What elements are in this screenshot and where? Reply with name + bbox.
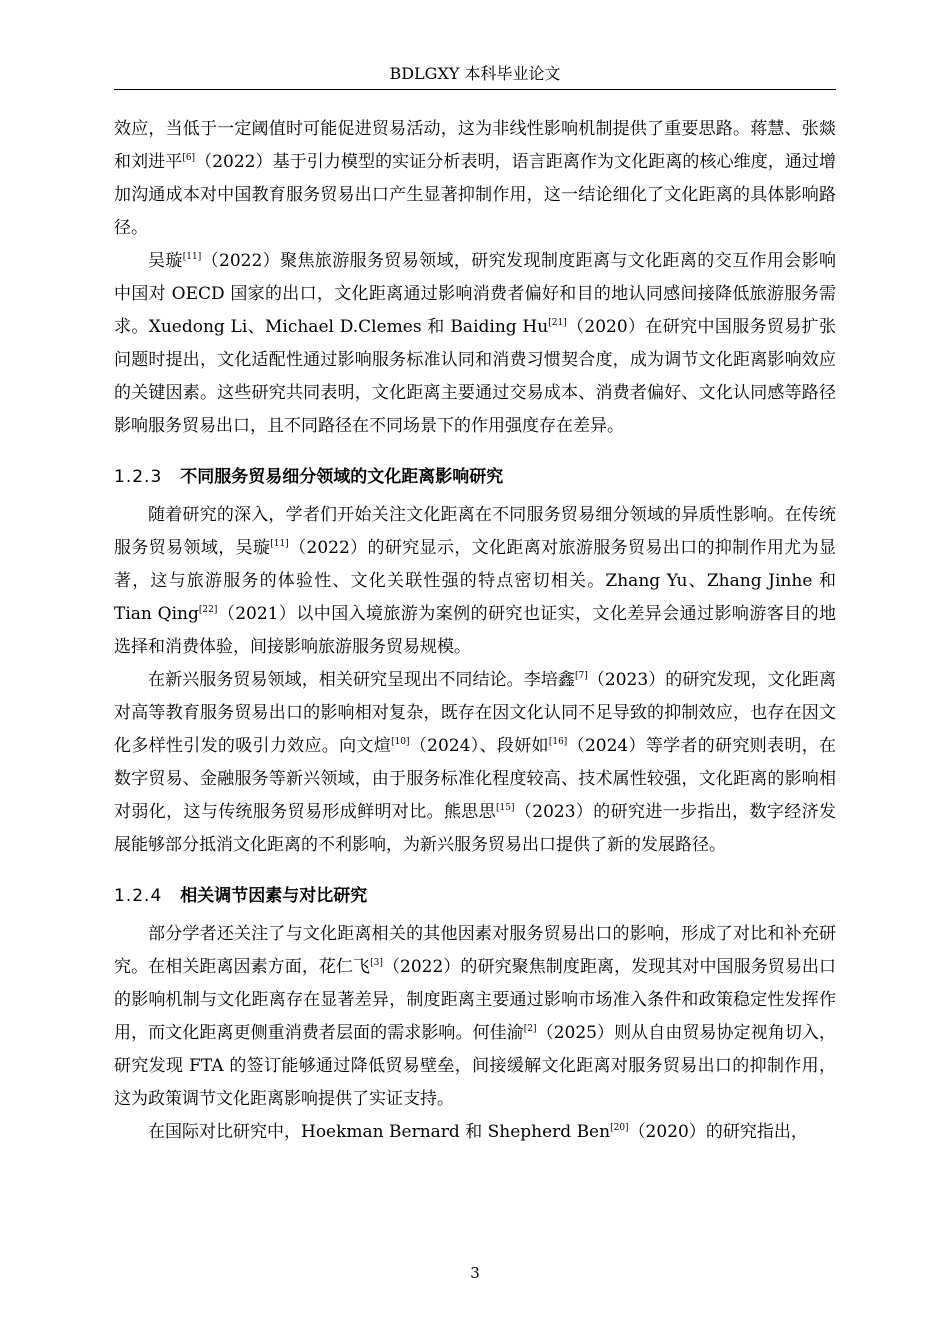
page-body	[114, 113, 836, 1149]
paragraph-group-b	[114, 499, 836, 862]
text-run: 在国际对比研究中，Hoekman Bernard 和 Shepherd Ben	[148, 1122, 611, 1142]
text-run: （2024）等学者的研究则表明，在数字贸易、金融服务等新兴领域，由于服务标准化程度较高、技术属性较强，文化距离的影响相对弱化，这与传统服务贸易形成鲜明对比。熊思思	[114, 736, 837, 822]
header-rule	[114, 89, 836, 90]
text-run: （2022）的研究聚焦制度距离，发现其对中国服务贸易出口的影响机制与文化距离存在显著差异，制度距离主要通过影响市场准入条件和政策稳定性发挥作用，而文化距离更侧重消费者层面的需求影响。何佳渝	[114, 957, 837, 1043]
body-paragraph	[114, 664, 836, 862]
body-paragraph	[114, 918, 836, 1116]
text-run: （2020）在研究中国服务贸易扩张问题时提出，文化适配性通过影响服务标准认同和消费习惯契合度，成为调节文化距离影响效应的关键因素。这些研究共同表明，文化距离主要通过交易成本、消费者偏好、文化认同感等路径影响服务贸易出口，且不同路径在不同场景下的作用强度存在差异。	[114, 317, 837, 436]
citation-ref: [2]	[523, 1024, 537, 1034]
section-heading-1-2-4	[114, 884, 836, 908]
section-number: 1.2.4	[114, 886, 163, 906]
body-paragraph	[114, 113, 836, 245]
citation-ref: [15]	[496, 803, 515, 813]
text-run: 在新兴服务贸易领域，相关研究呈现出不同结论。李培鑫	[148, 670, 575, 690]
paragraph-group-a	[114, 113, 836, 443]
text-run: （2020）的研究指出，	[628, 1122, 808, 1142]
body-paragraph	[114, 499, 836, 664]
citation-ref: [11]	[182, 252, 202, 262]
text-run: （2023）的研究进一步指出，数字经济发展能够部分抵消文化距离的不利影响，为新兴服务贸易出口提供了新的发展路径。	[114, 802, 837, 855]
text-run: （2023）的研究发现，文化距离对高等教育服务贸易出口的影响相对复杂，既存在因文化认同不足导致的抑制效应，也存在因文化多样性引发的吸引力效应。向文煊	[114, 670, 837, 756]
citation-ref: [21]	[548, 318, 567, 328]
body-paragraph	[114, 245, 836, 443]
text-run: （2024）、段妍如	[409, 736, 549, 756]
text-run: （2021）以中国入境旅游为案例的研究也证实，文化差异会通过影响游客目的地选择和消费体验，间接影响旅游服务贸易规模。	[114, 604, 837, 657]
citation-ref: [7]	[574, 671, 588, 681]
citation-ref: [3]	[370, 958, 383, 968]
citation-ref: [20]	[610, 1123, 629, 1133]
text-run: 部分学者还关注了与文化距离相关的其他因素对服务贸易出口的影响，形成了对比和补充研究。在相关距离因素方面，花仁飞	[114, 924, 836, 977]
text-run: 随着研究的深入，学者们开始关注文化距离在不同服务贸易细分领域的异质性影响。在传统服务贸易领域，吴璇	[114, 505, 836, 558]
citation-ref: [22]	[198, 605, 218, 615]
text-run: （2022）聚焦旅游服务贸易领域，研究发现制度距离与文化距离的交互作用会影响中国对 OECD 国家的出口，文化距离通过影响消费者偏好和目的地认同感间接降低旅游服务需求。Xuedong Li、Michael D.Clemes 和 Baiding Hu	[114, 251, 837, 337]
page-number: 3	[470, 1264, 480, 1282]
section-title: 不同服务贸易细分领域的文化距离影响研究	[180, 467, 504, 487]
page-header: BDLGXY 本科毕业论文	[389, 64, 561, 83]
body-paragraph	[114, 1116, 836, 1149]
citation-ref: [6]	[182, 153, 196, 163]
paragraph-group-c	[114, 918, 836, 1149]
text-run: （2022）基于引力模型的实证分析表明，语言距离作为文化距离的核心维度，通过增加沟通成本对中国教育服务贸易出口产生显著抑制作用，这一结论细化了文化距离的具体影响路径。	[114, 152, 837, 238]
text-run: （2025）则从自由贸易协定视角切入，研究发现 FTA 的签订能够通过降低贸易壁垒，间接缓解文化距离对服务贸易出口的抑制作用，这为政策调节文化距离影响提供了实证支持。	[114, 1023, 837, 1109]
citation-ref: [10]	[391, 737, 410, 747]
section-number: 1.2.3	[114, 467, 163, 487]
section-heading-1-2-3	[114, 465, 836, 489]
section-title: 相关调节因素与对比研究	[180, 886, 368, 906]
citation-ref: [16]	[548, 737, 568, 747]
text-run: 效应，当低于一定阈值时可能促进贸易活动，这为非线性影响机制提供了重要思路。蒋慧、张燚和刘进平	[114, 119, 836, 172]
text-run: （2022）的研究显示，文化距离对旅游服务贸易出口的抑制作用尤为显著，这与旅游服务的体验性、文化关联性强的特点密切相关。Zhang Yu、Zhang Jinhe 和 Tian Qing	[114, 538, 837, 624]
text-run: 吴璇	[148, 251, 183, 271]
citation-ref: [11]	[270, 539, 289, 549]
